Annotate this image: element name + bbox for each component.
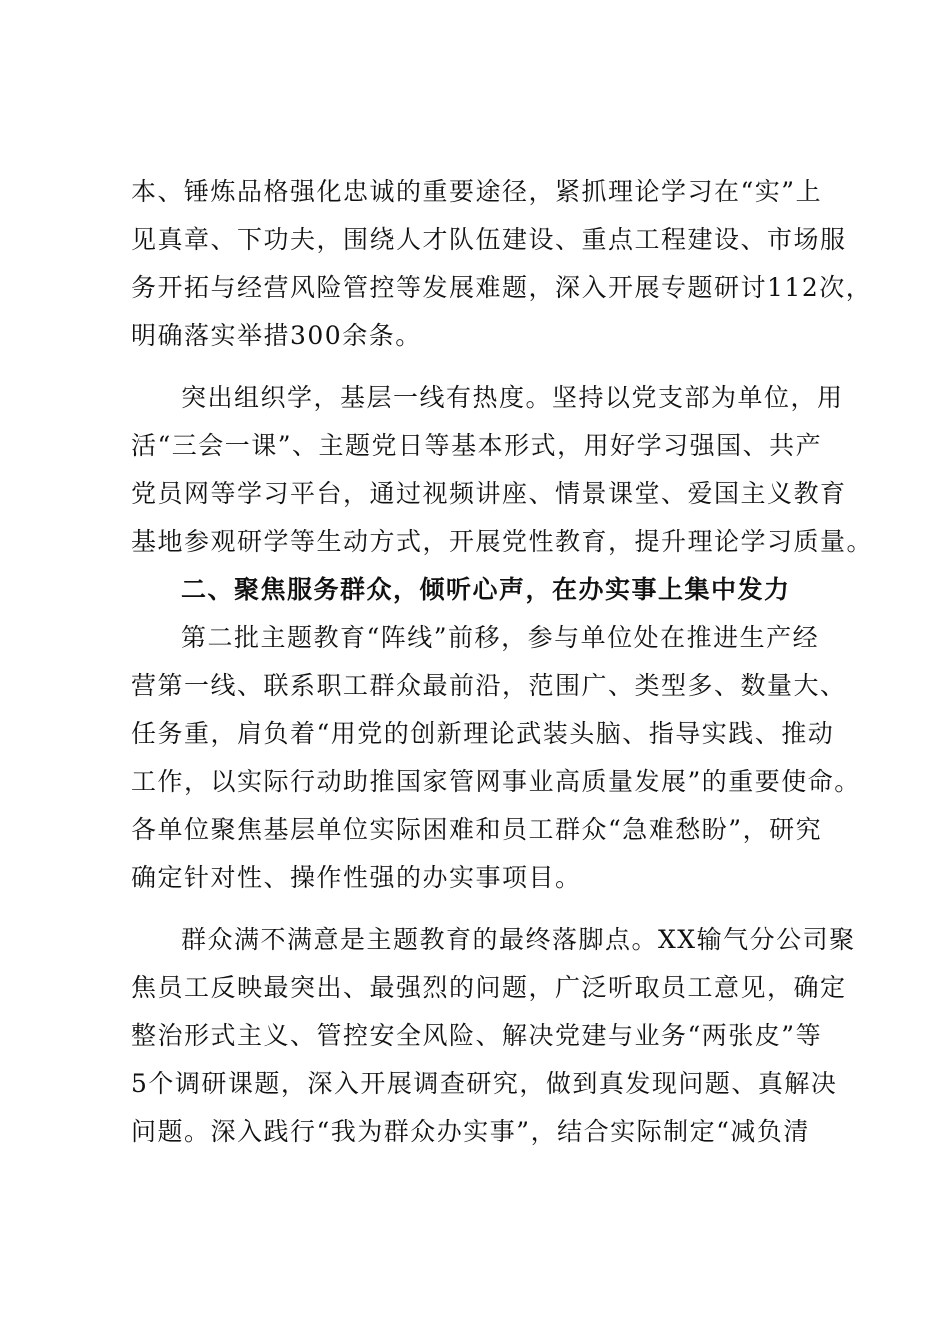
- text-line: 明确落实举措300余条。: [131, 321, 422, 350]
- text-line: 党员网等学习平台，通过视频讲座、情景课堂、爱国主义教育: [131, 479, 847, 508]
- text-line: 任务重，肩负着“用党的创新理论武装头脑、指导实践、推动: [131, 719, 835, 748]
- text-line: 突出组织学，基层一线有热度。坚持以党支部为单位，用: [181, 383, 844, 412]
- text-line: 确定针对性、操作性强的办实事项目。: [131, 863, 582, 892]
- text-line: 群众满不满意是主题教育的最终落脚点。XX输气分公司聚: [181, 925, 856, 954]
- text-line: 各单位聚焦基层单位实际困难和员工群众“急难愁盼”，研究: [131, 815, 823, 844]
- text-line: 5个调研课题，深入开展调查研究，做到真发现问题、真解决: [131, 1069, 838, 1098]
- paragraph-masses-satisfaction: [131, 916, 856, 1156]
- text-line: 焦员工反映最突出、最强烈的问题，广泛听取员工意见，确定: [131, 973, 847, 1002]
- text-line: 整治形式主义、管控安全风险、解决党建与业务“两张皮”等: [131, 1021, 823, 1050]
- text-line: 工作，以实际行动助推国家管网事业高质量发展”的重要使命。: [131, 767, 861, 796]
- document-body: [131, 168, 874, 1156]
- paragraph-second-batch: [131, 614, 861, 902]
- text-line: 基地参观研学等生动方式，开展党性教育，提升理论学习质量。: [131, 527, 874, 556]
- text-line: 问题。深入践行“我为群众办实事”，结合实际制定“减负清: [131, 1117, 810, 1146]
- text-line: 营第一线、联系职工群众最前沿，范围广、类型多、数量大、: [131, 671, 847, 700]
- section-heading: 二、聚焦服务群众，倾听心声，在办实事上集中发力: [181, 575, 791, 604]
- text-line: 见真章、下功夫，围绕人才队伍建设、重点工程建设、市场服: [131, 225, 847, 254]
- text-line: 务开拓与经营风险管控等发展难题，深入开展专题研讨112次，: [131, 273, 873, 302]
- text-line: 第二批主题教育“阵线”前移，参与单位处在推进生产经: [181, 623, 820, 652]
- paragraph-organization-study: [131, 374, 874, 566]
- text-line: 本、锤炼品格强化忠诚的重要途径，紧抓理论学习在“实”上: [131, 177, 823, 206]
- paragraph-continued: [131, 168, 873, 360]
- text-line: 活“三会一课”、主题党日等基本形式，用好学习强国、共产: [131, 431, 823, 460]
